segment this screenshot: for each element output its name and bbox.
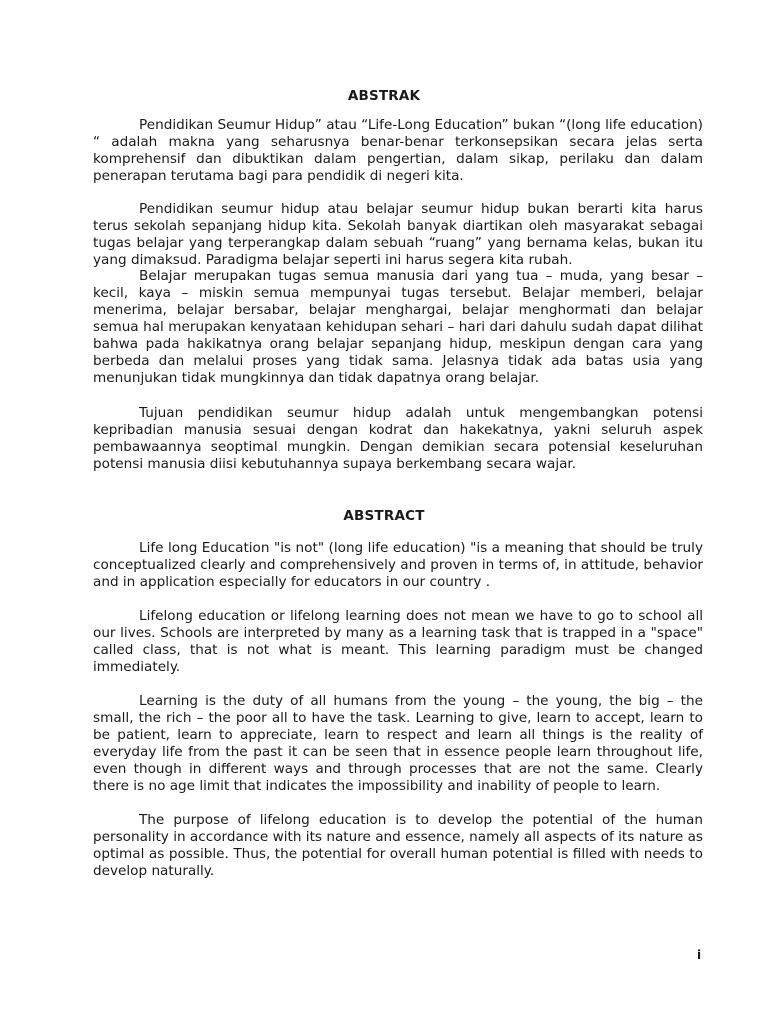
abstrak-paragraph-1: Pendidikan Seumur Hidup” atau “Life-Long Education” bukan “(long life education) “ adalah makna yang seharusnya benar-benar terkonsepsikan secara jelas serta komprehensif dan dibuktikan dalam pengertian, dalam sikap, perilaku dan dalam penerapan terutama bagi para pendidik di negeri kita. [93,117,703,184]
abstract-paragraph-3: Learning is the duty of all humans from the young – the young, the big – the small, the rich – the poor all to have the task. Learning to give, learn to accept, learn to be patient, learn to appreciate, learn to respect and learn all things is the reality of everyday life from the past it can be seen that in essence people learn throughout life, even though in different ways and through processes that are not the same. Clearly there is no age limit that indicates the impossibility and inability of people to learn. [93,693,703,794]
abstract-heading: ABSTRACT [343,508,425,524]
abstract-paragraph-1: Life long Education "is not" (long life education) "is a meaning that should be truly conceptualized clearly and comprehensively and proven in terms of, in attitude, behavior and in application especially for educators in our country . [93,540,703,590]
page-number: i [697,948,702,962]
abstrak-paragraph-4: Tujuan pendidikan seumur hidup adalah untuk mengembangkan potensi kepribadian manusia sesuai dengan kodrat dan hakekatnya, yakni seluruh aspek pembawaannya seoptimal mungkin. Dengan demikian secara potensial keseluruhan potensi manusia diisi kebutuhannya supaya berkembang secara wajar. [93,405,703,472]
abstrak-paragraph-3: Belajar merupakan tugas semua manusia dari yang tua – muda, yang besar – kecil, kaya – miskin semua mempunyai tugas tersebut. Belajar memberi, belajar menerima, belajar bersabar, belajar menghargai, belajar menghormati dan belajar semua hal merupakan kenyataan kehidupan sehari – hari dari dahulu sudah dapat dilihat bahwa pada hakikatnya orang belajar sepanjang hidup, meskipun dengan cara yang berbeda dan melalui proses yang tidak sama. Jelasnya tidak ada batas usia yang menunjukan tidak mungkinnya dan tidak dapatnya orang belajar. [93,268,703,386]
abstract-paragraph-2: Lifelong education or lifelong learning does not mean we have to go to school all our lives. Schools are interpreted by many as a learning task that is trapped in a "space" called class, that is not what is meant. This learning paradigm must be changed immediately. [93,608,703,675]
abstract-paragraph-4: The purpose of lifelong education is to develop the potential of the human personality in accordance with its nature and essence, namely all aspects of its nature as optimal as possible. Thus, the potential for overall human potential is filled with needs to develop naturally. [93,812,703,879]
abstrak-paragraph-2: Pendidikan seumur hidup atau belajar seumur hidup bukan berarti kita harus terus sekolah sepanjang hidup kita. Sekolah banyak diartikan oleh masyarakat sebagai tugas belajar yang terperangkap dalam sebuah “ruang” yang bernama kelas, bukan itu yang dimaksud. Paradigma belajar seperti ini harus segera kita rubah. [93,201,703,268]
abstrak-heading: ABSTRAK [347,88,421,104]
